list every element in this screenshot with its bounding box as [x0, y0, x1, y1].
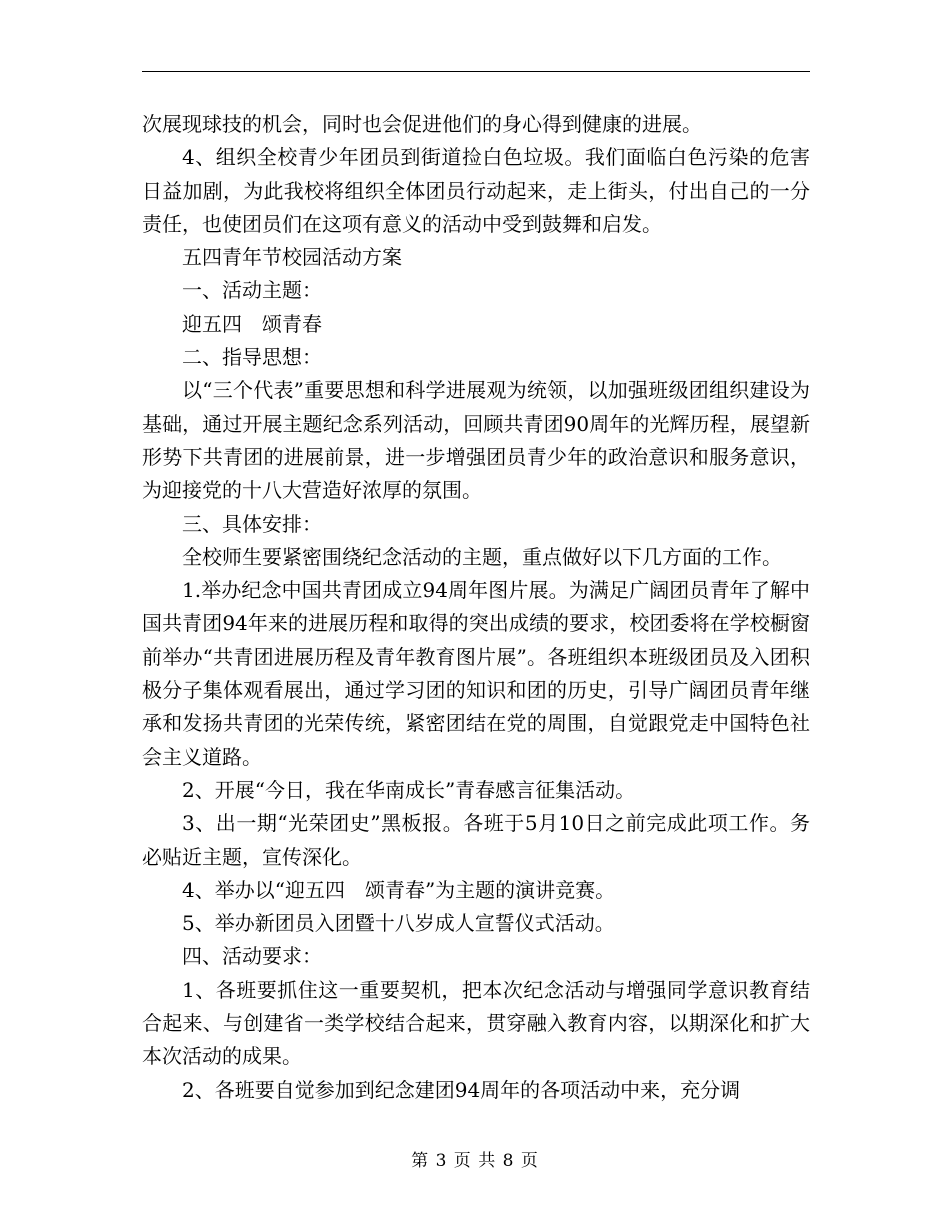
paragraph: 以“三个代表”重要思想和科学进展观为统领，以加强班级团组织建设为基础，通过开展主题纪念系列活动，回顾共青团90周年的光辉历程，展望新形势下共青团的进展前景，进一步增强团员青少年的政治意识和服务意识，为迎接党的十八大营造好浓厚的氛围。	[142, 378, 810, 503]
page-number-footer: 第 3 页 共 8 页	[411, 1151, 539, 1171]
paragraph: 次展现球技的机会，同时也会促进他们的身心得到健康的进展。	[142, 112, 702, 136]
heading-specific-arrangement: 三、具体安排：	[182, 511, 322, 536]
list-item: 2、各班要自觉参加到纪念建团94周年的各项活动中来，充分调	[182, 1077, 741, 1102]
heading-guiding-thought: 二、指导思想：	[182, 345, 322, 370]
list-item: 1、各班要抓住这一重要契机，把本次纪念活动与增强同学意识教育结合起来、与创建省一类学校结合起来，贯穿融入教育内容，以期深化和扩大本次活动的成果。	[142, 977, 810, 1069]
section-title: 五四青年节校园活动方案	[182, 245, 402, 270]
paragraph: 4、组织全校青少年团员到街道捡白色垃圾。我们面临白色污染的危害日益加剧，为此我校将组织全体团员行动起来，走上街头，付出自己的一分责任，也使团员们在这项有意义的活动中受到鼓舞和启发。	[142, 145, 810, 236]
heading-activity-theme: 一、活动主题：	[182, 278, 322, 303]
list-item: 5、举办新团员入团暨十八岁成人宣誓仪式活动。	[182, 911, 615, 936]
document-body	[142, 108, 810, 1107]
list-item: 4、举办以“迎五四 颂青春”为主题的演讲竞赛。	[182, 877, 616, 902]
list-item: 1.举办纪念中国共青团成立94周年图片展。为满足广阔团员青年了解中国共青团94年来的进展历程和取得的突出成绩的要求，校团委将在学校橱窗前举办“共青团进展历程及青年教育图片展”。各班组织本班级团员及入团积极分子集体观看展出，通过学习团的知识和团的历史，引导广阔团员青年继承和发扬共青团的光荣传统，紧密团结在党的周围，自觉跟党走中国特色社会主义道路。	[142, 578, 810, 769]
list-item: 2、开展“今日，我在华南成长”青春感言征集活动。	[182, 777, 636, 802]
activity-theme-text: 迎五四 颂青春	[182, 311, 322, 336]
list-item: 3、出一期“光荣团史”黑板报。各班于5月10日之前完成此项工作。务必贴近主题，宣传深化。	[142, 811, 810, 869]
paragraph: 全校师生要紧密围绕纪念活动的主题，重点做好以下几方面的工作。	[182, 544, 782, 569]
heading-activity-requirements: 四、活动要求：	[182, 944, 322, 969]
header-rule	[142, 71, 810, 72]
